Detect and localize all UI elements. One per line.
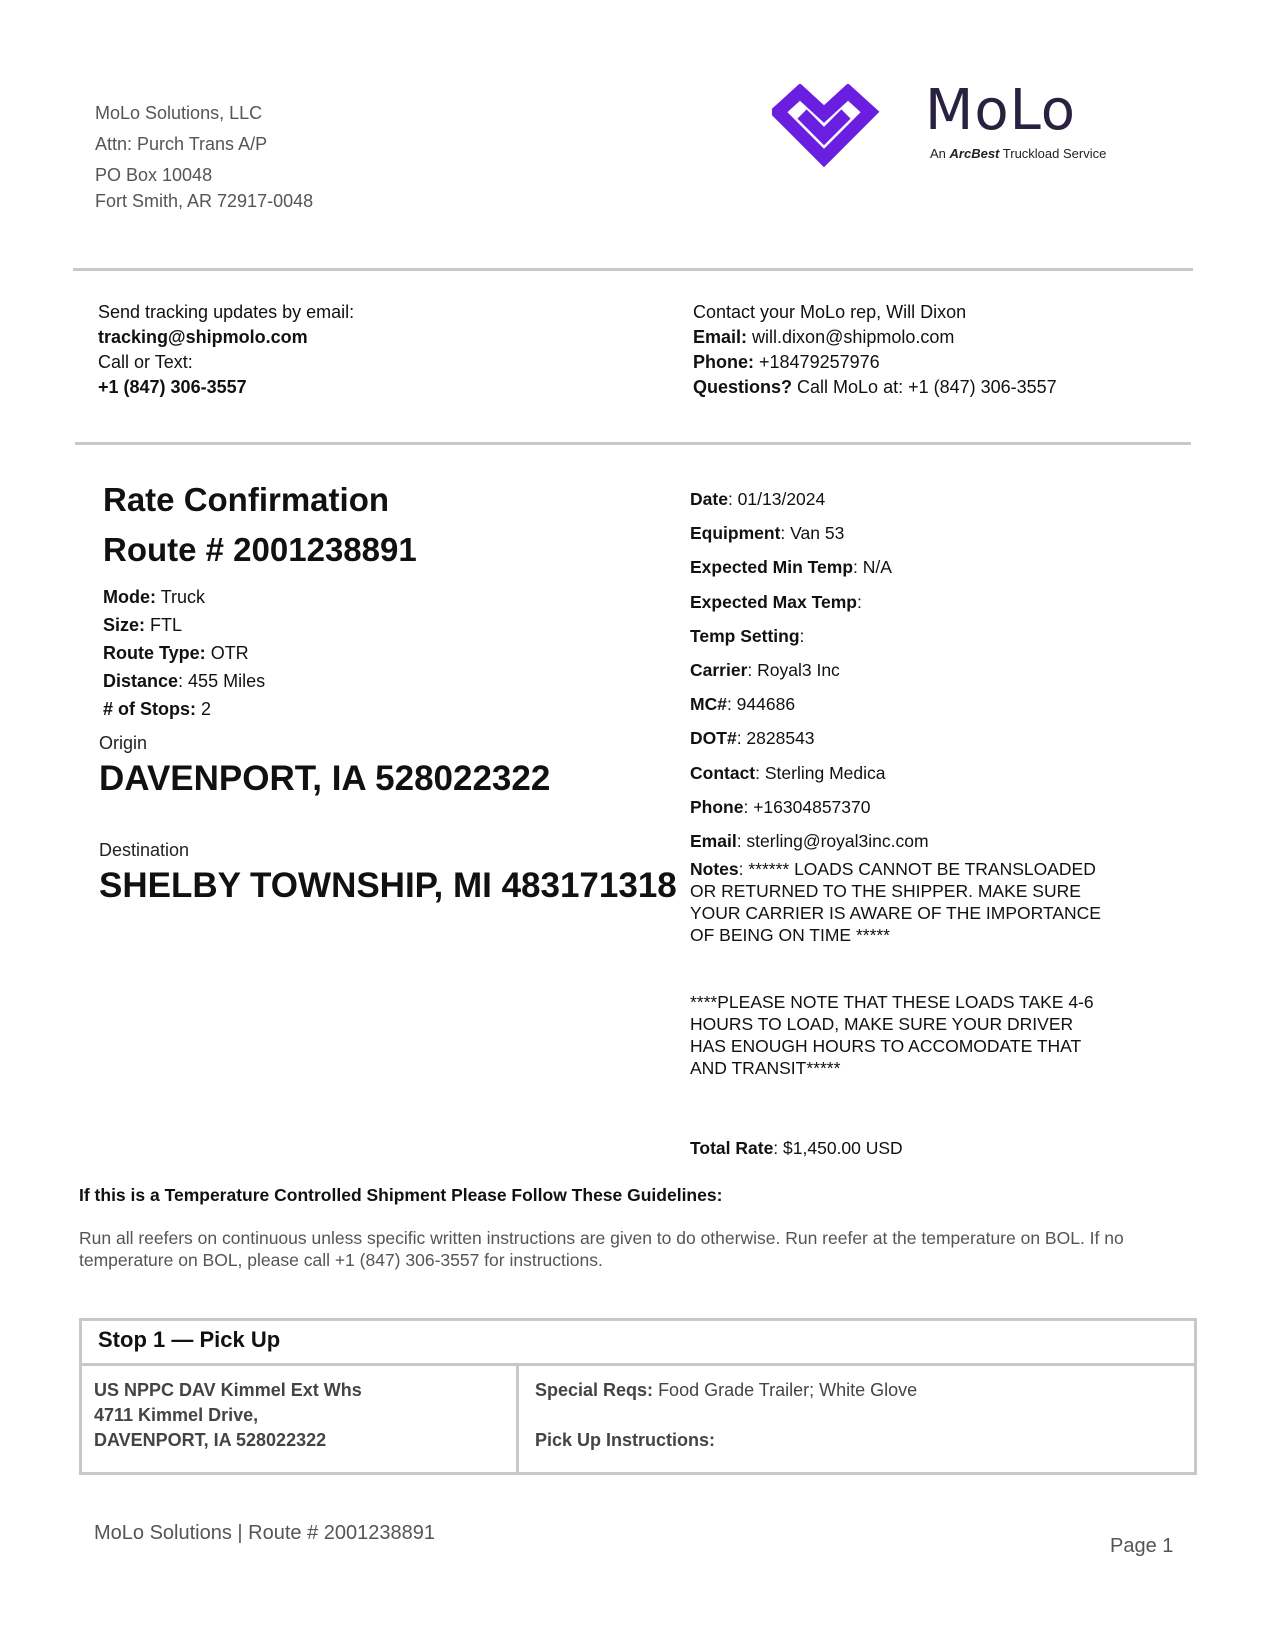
divider <box>73 268 1193 271</box>
page-title: Rate Confirmation <box>103 481 390 518</box>
contact-row <box>690 756 929 790</box>
origin-label: Origin <box>99 733 148 753</box>
special-reqs-value: Food Grade Trailer; White Glove <box>658 1380 918 1400</box>
rep-email-label: Email: <box>693 327 748 347</box>
stops-row <box>103 695 265 723</box>
route-type-value: OTR <box>210 643 249 663</box>
date-row <box>690 482 929 516</box>
rep-line: Contact your MoLo rep, Will Dixon <box>693 302 967 322</box>
equipment-label: Equipment <box>690 523 781 544</box>
email-label: Email <box>690 831 737 852</box>
phone-value: : +16304857370 <box>743 796 871 817</box>
size-value: FTL <box>150 615 183 635</box>
temp-setting-value: : <box>799 625 805 646</box>
phone-label: Phone <box>690 796 744 817</box>
destination-city: SHELBY TOWNSHIP, MI 483171318 <box>99 866 677 905</box>
rep-email[interactable]: will.dixon@shipmolo.com <box>752 327 955 347</box>
route-number: Route # 2001238891 <box>103 531 417 568</box>
mode-value: Truck <box>160 587 206 607</box>
address-line: Attn: Purch Trans A/P <box>95 134 268 154</box>
temp-setting-row <box>690 619 929 653</box>
origin-city: DAVENPORT, IA 528022322 <box>99 759 551 798</box>
notes <box>690 858 1120 946</box>
stops-label: # of Stops: <box>103 699 196 719</box>
total-value: : $1,450.00 USD <box>773 1138 903 1158</box>
logo-tagline <box>930 146 1106 161</box>
max-temp-value: : <box>856 591 862 612</box>
temp-setting-label: Temp Setting <box>690 625 800 646</box>
special-reqs-label: Special Reqs: <box>535 1380 654 1400</box>
page-number: Page 1 <box>1110 1535 1174 1557</box>
distance-row <box>103 667 265 695</box>
mc-value: : 944686 <box>726 694 796 715</box>
route-type-label: Route Type: <box>103 643 206 663</box>
molo-logo-mark <box>772 84 912 174</box>
phone-row <box>690 790 929 824</box>
size-label: Size: <box>103 615 146 635</box>
carrier-row <box>690 653 929 687</box>
stop-address-line: US NPPC DAV Kimmel Ext Whs <box>94 1380 362 1400</box>
mode-row <box>103 583 265 611</box>
dot-label: DOT# <box>690 728 737 749</box>
notes-text-2: ****PLEASE NOTE THAT THESE LOADS TAKE 4-6 HOURS TO LOAD, MAKE SURE YOUR DRIVER HAS ENOUGH HOURS TO ACCOMODATE THAT AND TRANSIT***** <box>690 992 1094 1078</box>
stop-address-line: DAVENPORT, IA 528022322 <box>94 1430 327 1450</box>
equipment-row <box>690 516 929 550</box>
tagline-prefix: An <box>930 146 946 161</box>
load-details <box>690 482 929 858</box>
contact-value: : Sterling Medica <box>755 762 886 783</box>
date-label: Date <box>690 489 728 509</box>
questions-label: Questions? <box>693 377 793 397</box>
max-temp-row <box>690 585 929 619</box>
stop-header-row <box>81 1320 1196 1365</box>
tagline-suffix: Truckload Service <box>1002 146 1107 161</box>
date-value: : 01/13/2024 <box>727 489 826 509</box>
guidelines-text: Run all reefers on continuous unless specific written instructions are given to do otherwise. Run reefer at the temperature on BOL. If no temperature on BOL, please call +1 (847) 306-3557 for instructions. <box>79 1228 1124 1270</box>
total-label: Total Rate <box>690 1138 774 1158</box>
email-value[interactable]: : sterling@royal3inc.com <box>736 831 929 852</box>
total-rate <box>690 1138 903 1159</box>
stop-address-line: 4711 Kimmel Drive, <box>94 1405 259 1425</box>
stop-table <box>79 1318 1197 1475</box>
divider <box>75 442 1191 445</box>
mode-label: Mode: <box>103 587 156 607</box>
stop-detail-row <box>81 1365 1196 1474</box>
tracking-email[interactable]: tracking@shipmolo.com <box>98 327 308 347</box>
notes-label: Notes <box>690 859 739 879</box>
pickup-instructions-label: Pick Up Instructions: <box>535 1430 716 1450</box>
route-fields <box>103 583 265 723</box>
tracking-info <box>98 300 354 400</box>
dot-row <box>690 721 929 755</box>
questions-text: Call MoLo at: +1 (847) 306-3557 <box>797 377 1057 397</box>
mc-label: MC# <box>690 694 727 715</box>
contact-label: Contact <box>690 762 756 783</box>
equipment-value: : Van 53 <box>780 523 845 544</box>
call-label: Call or Text: <box>98 352 193 372</box>
stop-address <box>81 1365 518 1474</box>
email-row <box>690 824 929 858</box>
distance-label: Distance <box>103 671 179 691</box>
mc-row <box>690 687 929 721</box>
size-row <box>103 611 265 639</box>
rep-phone-label: Phone: <box>693 352 754 372</box>
max-temp-label: Expected Max Temp <box>690 591 857 612</box>
tagline-brand: ArcBest <box>949 146 1000 161</box>
stop-requirements <box>518 1365 1196 1474</box>
stops-value: 2 <box>201 699 212 719</box>
address-line: MoLo Solutions, LLC <box>95 103 263 123</box>
tracking-label: Send tracking updates by email: <box>98 302 355 322</box>
carrier-label: Carrier <box>690 660 748 681</box>
min-temp-value: : N/A <box>853 557 892 578</box>
molo-logo <box>772 78 1142 174</box>
footer-route: MoLo Solutions | Route # 2001238891 <box>94 1522 436 1544</box>
company-address <box>95 103 313 212</box>
notes-text-1: : ****** LOADS CANNOT BE TRANSLOADED OR RETURNED TO THE SHIPPER. MAKE SURE YOUR CARRIER IS AWARE OF THE IMPORTANCE OF BEING ON TIME ***** <box>690 859 1101 945</box>
rep-phone-row <box>693 350 1057 375</box>
guidelines-heading: If this is a Temperature Controlled Shipment Please Follow These Guidelines: <box>79 1185 723 1205</box>
tracking-phone[interactable]: +1 (847) 306-3557 <box>98 377 247 397</box>
route-type-row <box>103 639 265 667</box>
rep-info <box>693 300 1057 400</box>
carrier-value: : Royal3 Inc <box>747 660 840 681</box>
dot-value: : 2828543 <box>736 728 815 749</box>
logo-wordmark: MoLo <box>925 78 1077 143</box>
rep-questions-row <box>693 375 1057 400</box>
address-line: Fort Smith, AR 72917-0048 <box>95 191 314 211</box>
distance-value: : 455 Miles <box>178 671 266 691</box>
min-temp-row <box>690 550 929 584</box>
address-line: PO Box 10048 <box>95 165 213 185</box>
special-reqs-row <box>535 1378 1182 1403</box>
rep-phone[interactable]: +18479257976 <box>759 352 880 372</box>
min-temp-label: Expected Min Temp <box>690 557 854 578</box>
destination-label: Destination <box>99 840 190 860</box>
stop-heading: Stop 1 — Pick Up <box>81 1320 1196 1365</box>
rep-email-row <box>693 325 1057 350</box>
